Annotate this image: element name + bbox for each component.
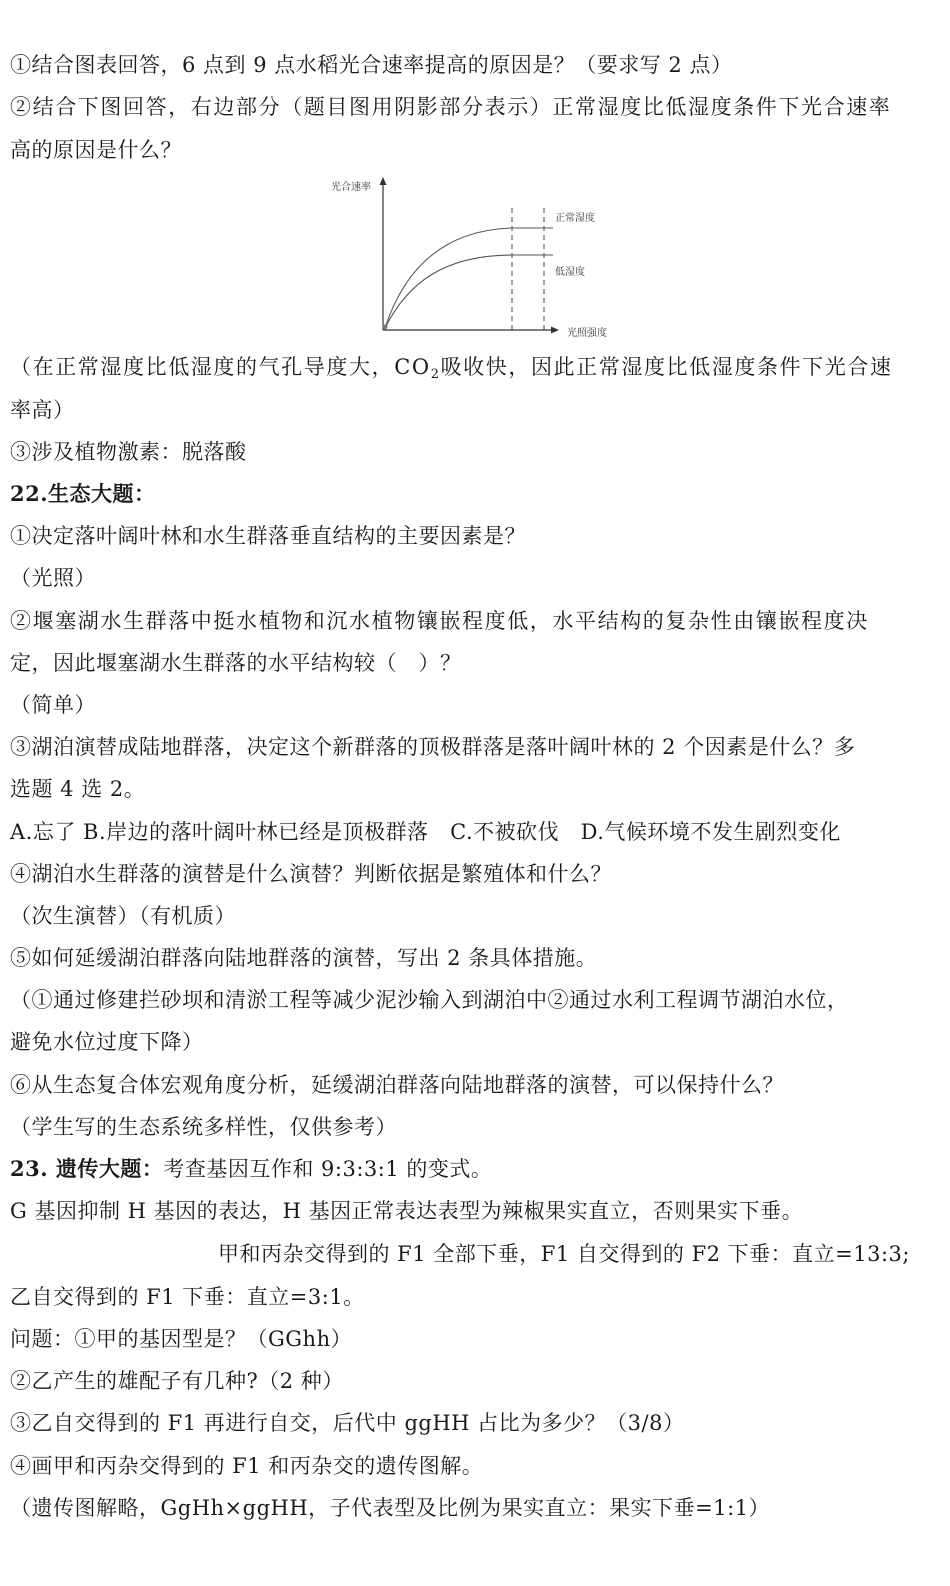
y-axis-arrow-icon — [380, 177, 387, 185]
question-23-2: ②乙产生的雄配子有几种?（2 种） — [10, 1369, 344, 1393]
y-axis-label: 光合速率 — [331, 182, 371, 193]
curve-label-low: 低湿度 — [555, 267, 585, 278]
curve-label-normal: 正常湿度 — [555, 213, 595, 224]
curve-low-humidity — [385, 255, 553, 328]
answer-23-4: （遗传图解略，GgHh×ggHH，子代表型及比例为果实直立：果实下垂=1:1） — [10, 1496, 771, 1520]
answer-21-2-post: 吸收快，因此正常湿度比低湿度条件下光合速 — [440, 355, 893, 379]
answer-21-2-pre: （在正常湿度比低湿度的气孔导度大，CO — [10, 355, 431, 379]
x-axis-label: 光照强度 — [567, 328, 607, 339]
question-23-4: ④画甲和丙杂交得到的 F1 和丙杂交的遗传图解。 — [10, 1454, 484, 1478]
answer-22-1: （光照） — [10, 566, 96, 590]
question-22-5: ⑤如何延缓湖泊群落向陆地群落的演替，写出 2 条具体措施。 — [10, 946, 598, 970]
question-22-3-options: A.忘了 B.岸边的落叶阔叶林已经是顶极群落 C.不被砍伐 D.气候环境不发生剧烈变化 — [10, 820, 841, 844]
curve-normal-humidity — [385, 228, 553, 328]
answer-22-2: （简单） — [10, 693, 96, 717]
question-22-2-line2: 定，因此堰塞湖水生群落的水平结构较（ ）？ — [10, 651, 462, 675]
answer-21-2-line2: 率高） — [10, 398, 75, 422]
question-21-1: ①结合图表回答，6 点到 9 点水稻光合速率提高的原因是？（要求写 2 点） — [10, 53, 733, 77]
question-22-3-line1: ③湖泊演替成陆地群落，决定这个新群落的顶极群落是落叶阔叶林的 2 个因素是什么？多 — [10, 735, 856, 759]
origin-point — [383, 325, 388, 330]
answer-22-6: （学生写的生态系统多样性，仅供参考） — [10, 1115, 397, 1139]
answer-21-2-line1 — [10, 352, 938, 390]
question-22-4: ④湖泊水生群落的演替是什么演替？判断依据是繁殖体和什么？ — [10, 862, 612, 886]
co2-subscript: 2 — [430, 367, 441, 382]
question-22-6: ⑥从生态复合体宏观角度分析，延缓湖泊群落向陆地群落的演替，可以保持什么？ — [10, 1073, 784, 1097]
question-22-1: ①决定落叶阔叶林和水生群落垂直结构的主要因素是？ — [10, 524, 526, 548]
text-23-1: G 基因抑制 H 基因的表达，H 基因正常表达表型为辣椒果实直立，否则果实下垂。 — [10, 1199, 804, 1223]
light-intensity-figure — [325, 172, 625, 344]
text-23-2: 甲和丙杂交得到的 F1 全部下垂，F1 自交得到的 F2 下垂：直立=13:3; — [218, 1242, 910, 1266]
x-axis-arrow-icon — [551, 327, 559, 334]
answer-22-5-line2: 避免水位过度下降） — [10, 1030, 204, 1054]
section-23-subtitle: 考查基因互作和 9:3:3:1 的变式。 — [163, 1157, 493, 1181]
answer-22-5-line1: （①通过修建拦砂坝和清淤工程等减少泥沙输入到湖泊中②通过水利工程调节湖泊水位， — [10, 988, 849, 1012]
question-21-3: ③涉及植物激素：脱落酸 — [10, 440, 247, 464]
answer-22-4: （次生演替）（有机质） — [10, 904, 236, 928]
question-22-3-line2: 选题 4 选 2。 — [10, 777, 146, 801]
question-22-2-line1: ②堰塞湖水生群落中挺水植物和沉水植物镶嵌程度低，水平结构的复杂性由镶嵌程度决 — [10, 609, 869, 633]
question-23-1: 问题：①甲的基因型是？（GGhh） — [10, 1327, 353, 1351]
photosynthesis-curve-chart — [325, 172, 625, 344]
question-23-3: ③乙自交得到的 F1 再进行自交，后代中 ggHH 占比为多少？（3/8） — [10, 1411, 685, 1435]
section-22-heading: 22.生态大题： — [10, 481, 156, 506]
section-23-heading — [10, 1154, 938, 1184]
text-23-3: 乙自交得到的 F1 下垂：直立=3:1。 — [10, 1285, 365, 1309]
section-23-title: 23. 遗传大题： — [10, 1156, 164, 1181]
question-21-2-line2: 高的原因是什么？ — [10, 138, 182, 162]
question-21-2-line1: ②结合下图回答，右边部分（题目图用阴影部分表示）正常湿度比低湿度条件下光合速率 — [10, 95, 892, 119]
